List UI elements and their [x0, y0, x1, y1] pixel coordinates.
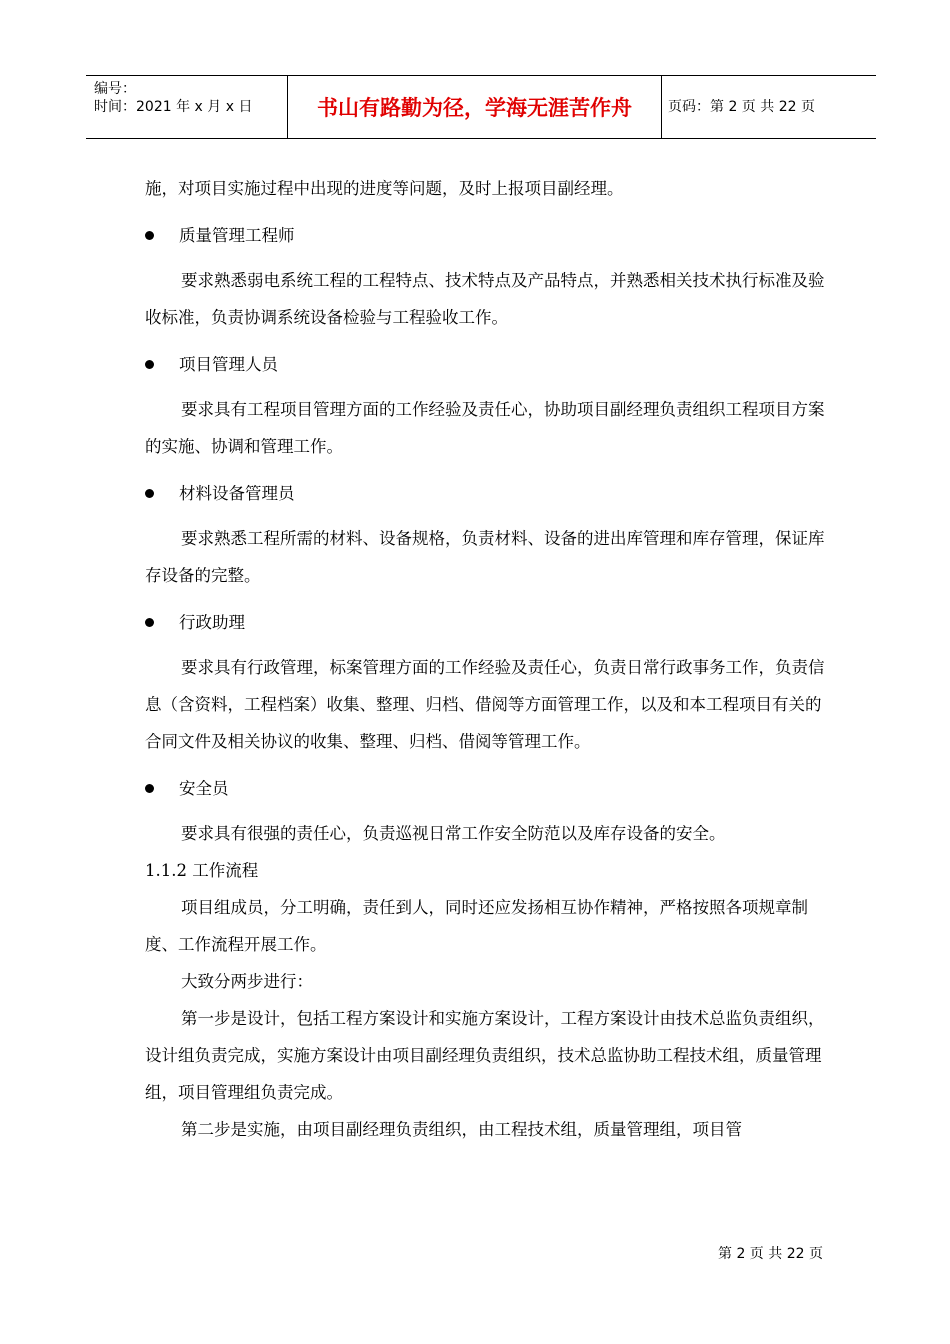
- section-text: 要求具有很强的责任心，负责巡视日常工作安全防范以及库存设备的安全。: [181, 824, 726, 843]
- section-text: 要求具有行政管理，标案管理方面的工作经验及责任心，负责日常行政事务工作，负责信息（含资料，工程档案）收集、整理、归档、借阅等方面管理工作，以及和本工程项目有关的合同文件及相关协议的收集、整理、归档、借阅等管理工作。: [145, 658, 825, 751]
- header-meta: [94, 80, 284, 116]
- paragraph: 第一步是设计，包括工程方案设计和实施方案设计，工程方案设计由技术总监负责组织，设计组负责完成，实施方案设计由项目副经理负责组织，技术总监协助工程技术组，质量管理组，项目管理组负责完成。: [145, 1009, 825, 1102]
- section-title: 安全员: [179, 779, 229, 798]
- section-title: 质量管理工程师: [179, 226, 295, 245]
- bullet-icon: [145, 360, 154, 369]
- section-title: 项目管理人员: [179, 355, 278, 374]
- section-heading-quality: [145, 217, 825, 254]
- document-time-label: 时间：2021 年 x 月 x 日: [94, 99, 253, 115]
- bullet-icon: [145, 231, 154, 240]
- section-title: 材料设备管理员: [179, 484, 295, 503]
- paragraph: 第二步是实施，由项目副经理负责组织，由工程技术组，质量管理组，项目管: [181, 1120, 742, 1139]
- header-page-number: 页码：第 2 页 共 22 页: [668, 99, 815, 115]
- section-text: 要求熟悉弱电系统工程的工程特点、技术特点及产品特点，并熟悉相关技术执行标准及验收标准，负责协调系统设备检验与工程验收工作。: [145, 271, 825, 327]
- header-motto: 书山有路勤为径，学海无涯苦作舟: [287, 76, 662, 138]
- bullet-icon: [145, 784, 154, 793]
- section-text: 要求具有工程项目管理方面的工作经验及责任心，协助项目副经理负责组织工程项目方案的实施、协调和管理工作。: [145, 400, 825, 456]
- section-heading-admin: [145, 604, 825, 641]
- page-header: [86, 75, 876, 139]
- section-heading-project-staff: [145, 346, 825, 383]
- bullet-icon: [145, 618, 154, 627]
- document-number-label: 编号：: [94, 81, 136, 97]
- section-heading-safety: [145, 770, 825, 807]
- section-text: 要求熟悉工程所需的材料、设备规格，负责材料、设备的进出库管理和库存管理，保证库存设备的完整。: [145, 529, 825, 585]
- paragraph: 项目组成员，分工明确，责任到人，同时还应发扬相互协作精神，严格按照各项规章制度、工作流程开展工作。: [145, 898, 808, 954]
- document-body: [145, 170, 825, 1148]
- section-title: 行政助理: [179, 613, 245, 632]
- section-heading-materials: [145, 475, 825, 512]
- footer-page-number: 第 2 页 共 22 页: [718, 1246, 823, 1262]
- bullet-icon: [145, 489, 154, 498]
- paragraph: 大致分两步进行：: [181, 972, 313, 991]
- intro-paragraph: 施，对项目实施过程中出现的进度等问题，及时上报项目副经理。: [145, 179, 624, 198]
- subheading: 1.1.2 工作流程: [145, 861, 259, 880]
